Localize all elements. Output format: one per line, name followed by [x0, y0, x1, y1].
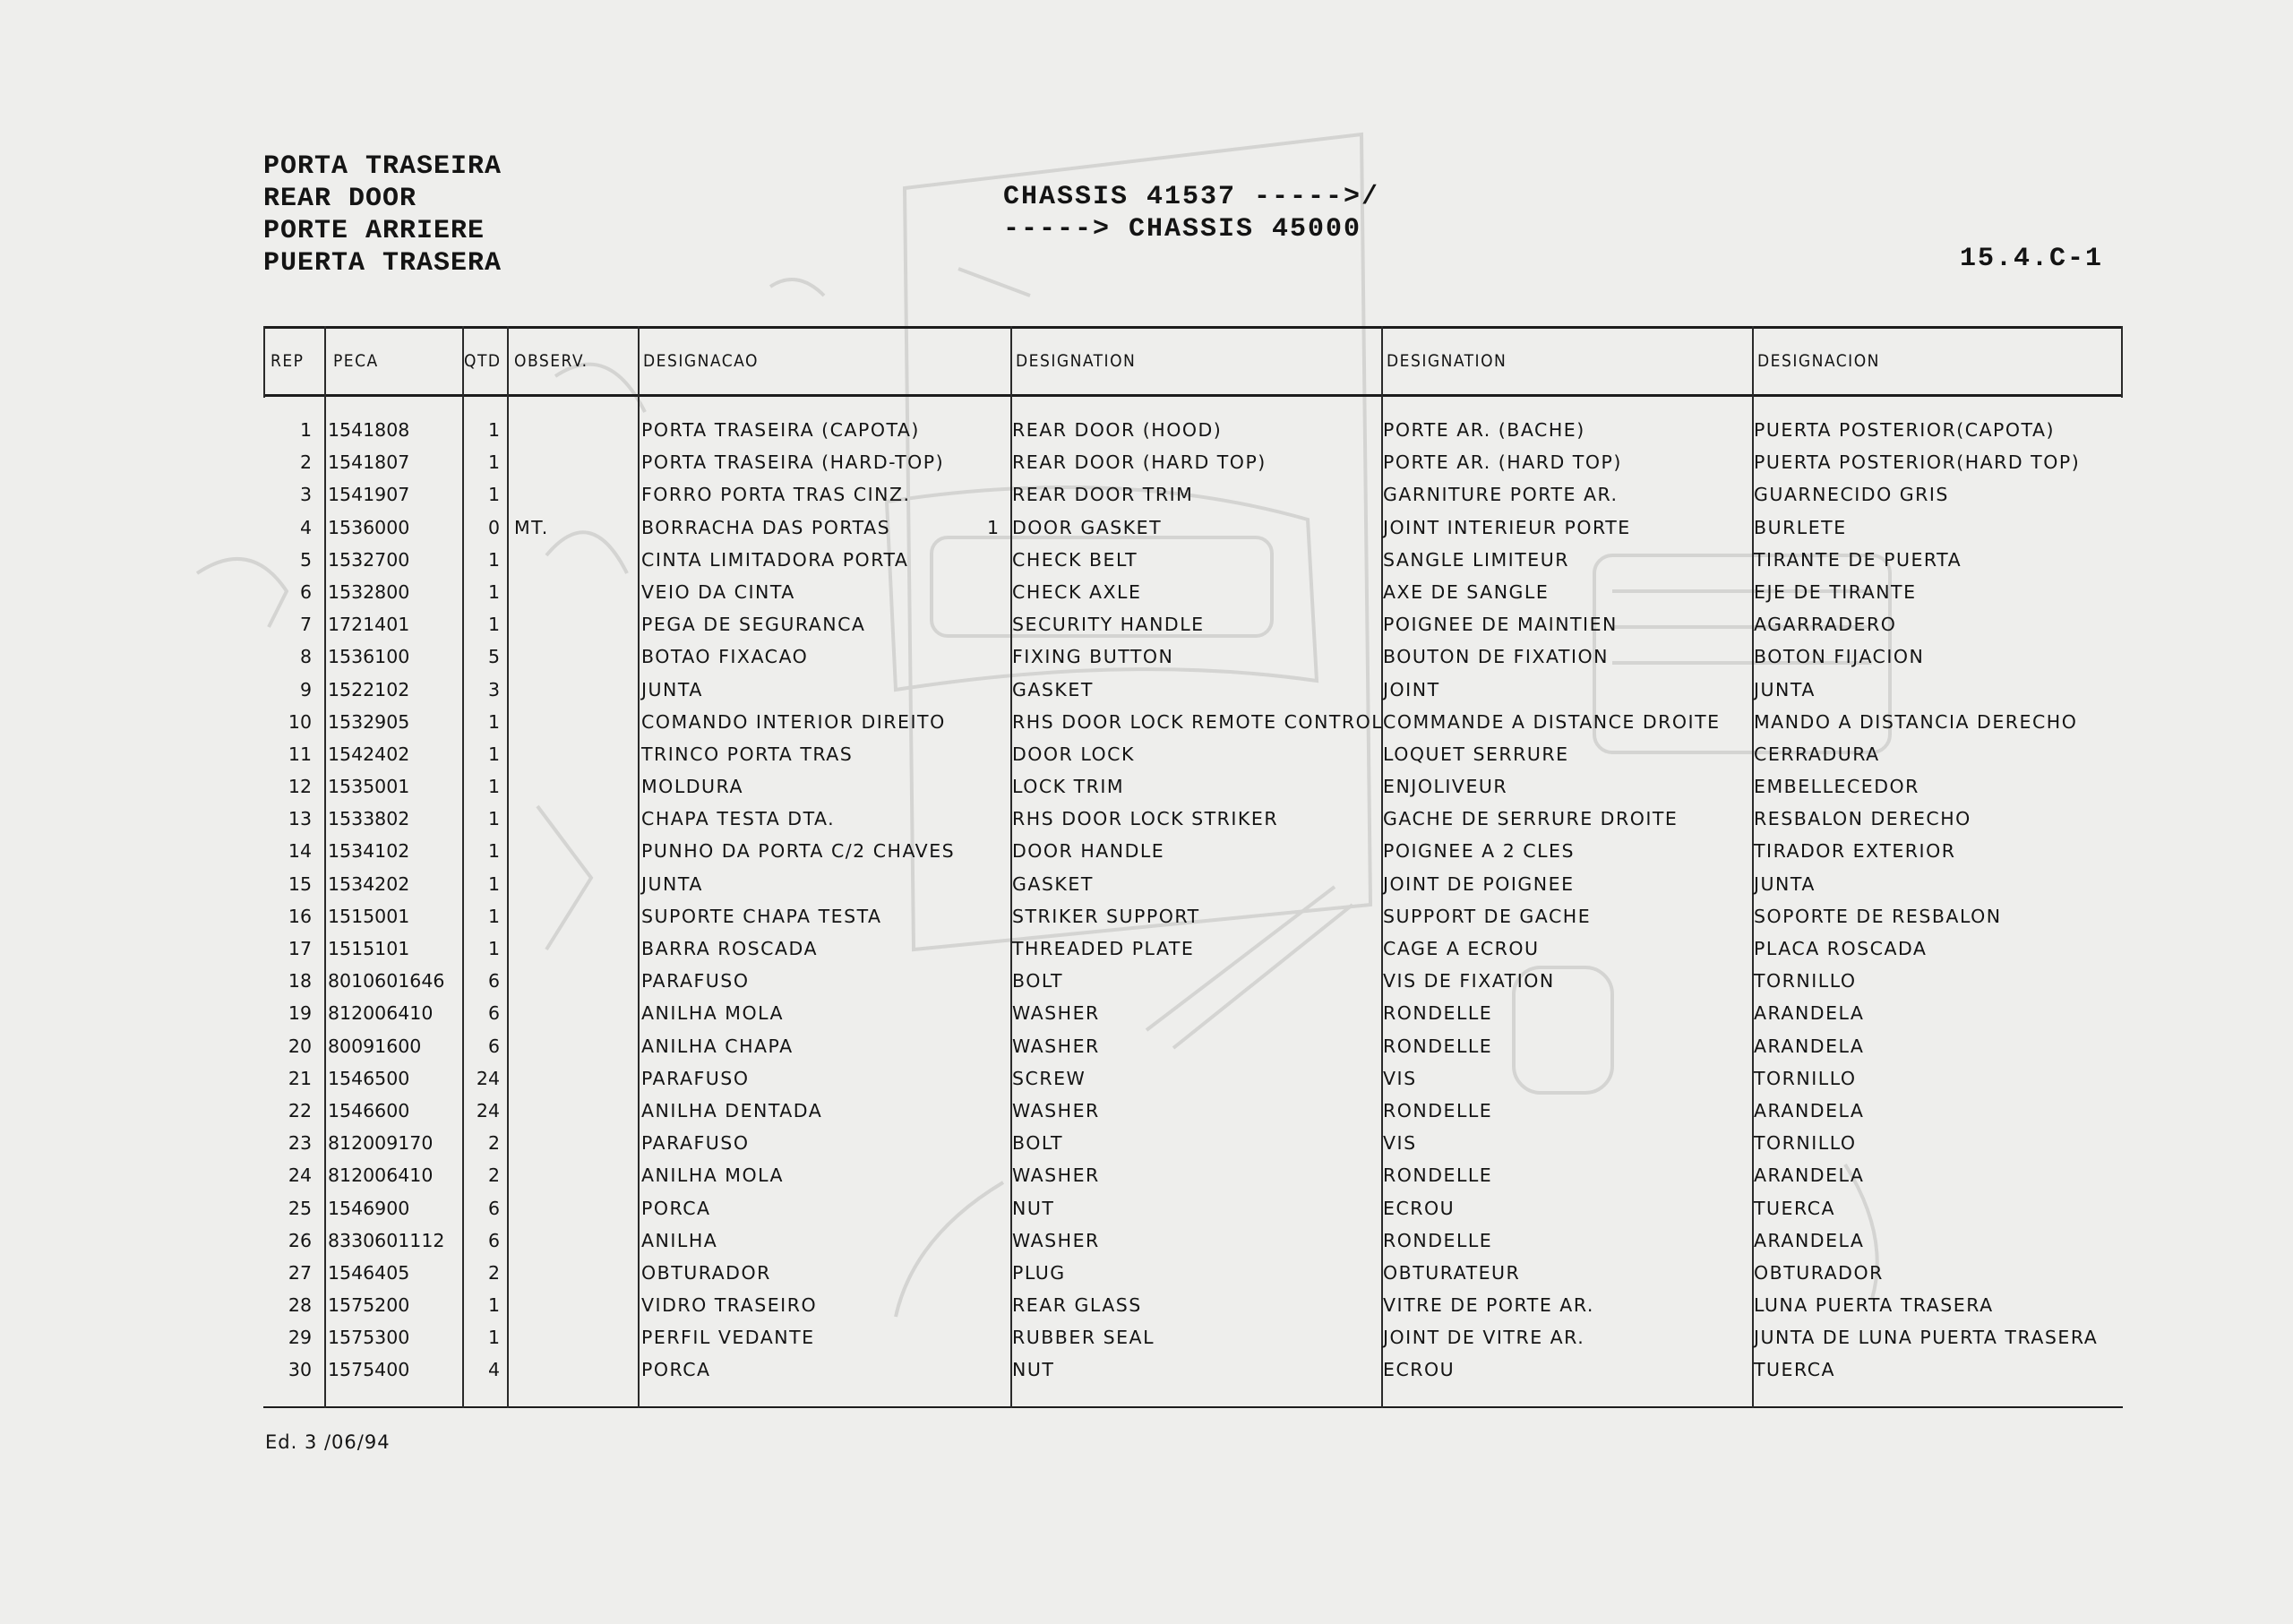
row-quantity: 1	[487, 548, 500, 571]
row-designation-en: WASHER	[1012, 1164, 1100, 1187]
row-designation-es: JUNTA	[1754, 872, 1816, 895]
chassis-to: -----> CHASSIS 45000	[1003, 214, 1362, 245]
row-quantity: 6	[487, 1035, 500, 1057]
row-designation-fr: VIS	[1383, 1067, 1417, 1089]
parts-table	[263, 326, 2123, 1410]
row-rep: 3	[299, 484, 312, 506]
row-designation-pt: PERFIL VEDANTE	[641, 1327, 815, 1349]
row-designation-fr: BOUTON DE FIXATION	[1383, 646, 1609, 668]
row-designation-es: TIRADOR EXTERIOR	[1754, 840, 1956, 863]
row-designation-es: TUERCA	[1754, 1359, 1836, 1381]
title-spanish: PUERTA TRASERA	[263, 248, 502, 279]
row-quantity: 2	[487, 1261, 500, 1284]
row-rep: 13	[288, 808, 312, 830]
row-designation-pt: PARAFUSO	[641, 1132, 750, 1155]
row-part-number: 1575300	[328, 1327, 410, 1349]
row-designation-en: PLUG	[1012, 1261, 1066, 1284]
table-row	[263, 416, 2123, 448]
row-part-number: 812006410	[328, 1002, 434, 1025]
row-designation-fr: GARNITURE PORTE AR.	[1383, 484, 1619, 506]
row-designation-pt: OBTURADOR	[641, 1261, 771, 1284]
row-designation-es: JUNTA	[1754, 678, 1816, 700]
row-designation-en: NUT	[1012, 1359, 1055, 1381]
column-header-designation-fr: DESIGNATION	[1387, 351, 1507, 371]
column-header-designacao: DESIGNACAO	[643, 351, 759, 371]
row-quantity: 1	[487, 905, 500, 927]
row-part-number: 1532905	[328, 710, 410, 733]
row-designation-fr: PORTE AR. (BACHE)	[1383, 419, 1585, 441]
row-designation-es: TORNILLO	[1754, 970, 1857, 992]
row-designation-en: BOLT	[1012, 1132, 1063, 1155]
row-designation-es: ARANDELA	[1754, 1164, 1865, 1187]
row-part-number: 1515001	[328, 905, 410, 927]
chassis-from: CHASSIS 41537 ----->/	[1003, 182, 1380, 212]
row-part-number: 1533802	[328, 808, 410, 830]
header-bottom-rule	[263, 394, 2123, 397]
row-designation-pt: ANILHA DENTADA	[641, 1099, 823, 1121]
row-quantity: 1	[487, 776, 500, 798]
row-designation-es: OBTURADOR	[1754, 1261, 1884, 1284]
row-designation-pt: TRINCO PORTA TRAS	[641, 743, 854, 765]
row-part-number: 1546500	[328, 1067, 410, 1089]
row-designation-fr: SUPPORT DE GACHE	[1383, 905, 1592, 927]
row-rep: 9	[299, 678, 312, 700]
table-row	[263, 772, 2123, 804]
table-row	[263, 1032, 2123, 1064]
table-row	[263, 1323, 2123, 1355]
row-rep: 5	[299, 548, 312, 571]
row-designation-en: RHS DOOR LOCK REMOTE CONTROL	[1012, 710, 1384, 733]
row-quantity: 1	[487, 580, 500, 603]
row-designation-fr: OBTURATEUR	[1383, 1261, 1521, 1284]
table-row	[263, 740, 2123, 772]
row-quantity: 1	[487, 808, 500, 830]
row-designation-pt: FORRO PORTA TRAS CINZ.	[641, 484, 911, 506]
row-rep: 21	[288, 1067, 312, 1089]
row-designation-pt: VIDRO TRASEIRO	[641, 1294, 818, 1317]
row-designation-es: ARANDELA	[1754, 1002, 1865, 1025]
row-designation-es: BURLETE	[1754, 516, 1847, 538]
row-designation-en: REAR DOOR TRIM	[1012, 484, 1194, 506]
row-part-number: 1541807	[328, 451, 410, 474]
title-portuguese: PORTA TRASEIRA	[263, 151, 502, 182]
row-designation-pt: JUNTA	[641, 678, 703, 700]
row-designation-es: TORNILLO	[1754, 1067, 1857, 1089]
row-rep: 7	[299, 614, 312, 636]
row-designation-fr: ENJOLIVEUR	[1383, 776, 1508, 798]
row-designation-en: DOOR LOCK	[1012, 743, 1135, 765]
row-designation-fr: ECROU	[1383, 1197, 1456, 1219]
row-designation-fr: VIS DE FIXATION	[1383, 970, 1555, 992]
row-designation-fr: JOINT DE POIGNEE	[1383, 872, 1575, 895]
row-designation-es: GUARNECIDO GRIS	[1754, 484, 1949, 506]
row-designation-fr: RONDELLE	[1383, 1099, 1493, 1121]
row-part-number: 1546600	[328, 1099, 410, 1121]
row-quantity: 1	[487, 1327, 500, 1349]
row-quantity: 1	[487, 710, 500, 733]
row-designation-pt: JUNTA	[641, 872, 703, 895]
row-quantity: 24	[476, 1067, 500, 1089]
table-row	[263, 480, 2123, 512]
table-top-rule	[263, 326, 2123, 329]
row-part-number: 1536100	[328, 646, 410, 668]
row-designation-es: ARANDELA	[1754, 1035, 1865, 1057]
row-designation-pt: PUNHO DA PORTA C/2 CHAVES	[641, 840, 956, 863]
table-row	[263, 1355, 2123, 1388]
row-quantity: 1	[487, 451, 500, 474]
row-designation-pt: SUPORTE CHAPA TESTA	[641, 905, 882, 927]
column-header-qty: QTD	[464, 351, 502, 371]
row-designation-pt: BARRA ROSCADA	[641, 938, 818, 959]
row-part-number: 1535001	[328, 776, 410, 798]
row-part-number: 1721401	[328, 614, 410, 636]
row-designation-pt: PORTA TRASEIRA (CAPOTA)	[641, 419, 920, 441]
row-quantity: 1	[487, 840, 500, 863]
row-designation-fr: PORTE AR. (HARD TOP)	[1383, 451, 1622, 474]
row-rep: 8	[299, 646, 312, 668]
row-quantity: 1	[487, 743, 500, 765]
row-rep: 18	[288, 970, 312, 992]
row-quantity: 6	[487, 1197, 500, 1219]
row-designation-es: EJE DE TIRANTE	[1754, 580, 1917, 603]
row-rep: 27	[288, 1261, 312, 1284]
table-row	[263, 675, 2123, 708]
row-designation-es: AGARRADERO	[1754, 614, 1897, 636]
table-row	[263, 610, 2123, 642]
row-rep: 12	[288, 776, 312, 798]
table-row	[263, 999, 2123, 1031]
table-row	[263, 546, 2123, 578]
row-designation-fr: VIS	[1383, 1132, 1417, 1155]
row-rep: 1	[299, 419, 312, 441]
row-designation-es: ARANDELA	[1754, 1099, 1865, 1121]
title-english: REAR DOOR	[263, 184, 417, 214]
table-row	[263, 642, 2123, 675]
table-body	[263, 416, 2123, 1388]
row-designation-en: RUBBER SEAL	[1012, 1327, 1155, 1349]
row-rep: 22	[288, 1099, 312, 1121]
row-part-number: 1532800	[328, 580, 410, 603]
row-designation-pt: PEGA DE SEGURANCA	[641, 614, 866, 636]
table-row	[263, 837, 2123, 869]
row-designation-fr: JOINT DE VITRE AR.	[1383, 1327, 1585, 1349]
row-designation-pt: BORRACHA DAS PORTAS	[641, 516, 891, 538]
row-designation-en: CHECK AXLE	[1012, 580, 1142, 603]
row-part-number: 1522102	[328, 678, 410, 700]
row-designation-fr: JOINT INTERIEUR PORTE	[1383, 516, 1631, 538]
row-designation-fr: POIGNEE DE MAINTIEN	[1383, 614, 1618, 636]
row-rep: 29	[288, 1327, 312, 1349]
row-rep: 17	[288, 938, 312, 959]
row-rep: 30	[288, 1359, 312, 1381]
table-row	[263, 1129, 2123, 1161]
column-header-designation-en: DESIGNATION	[1016, 351, 1137, 371]
row-designation-pt: PORCA	[641, 1197, 711, 1219]
row-designation-es: PUERTA POSTERIOR(CAPOTA)	[1754, 419, 2055, 441]
col-divider	[2121, 326, 2123, 398]
row-designation-en: REAR DOOR (HOOD)	[1012, 419, 1223, 441]
row-designation-es: CERRADURA	[1754, 743, 1880, 765]
row-designation-es: TUERCA	[1754, 1197, 1836, 1219]
row-designation-fr: CAGE A ECROU	[1383, 938, 1540, 959]
row-quantity: 6	[487, 1229, 500, 1251]
row-observation: MT.	[514, 516, 549, 538]
row-designation-es: PLACA ROSCADA	[1754, 938, 1928, 959]
row-designation-pt-extra: 1	[987, 516, 1001, 538]
row-quantity: 1	[487, 872, 500, 895]
row-designation-en: WASHER	[1012, 1229, 1100, 1251]
row-designation-en: SECURITY HANDLE	[1012, 614, 1205, 636]
row-part-number: 812009170	[328, 1132, 434, 1155]
table-row	[263, 934, 2123, 967]
row-designation-en: NUT	[1012, 1197, 1055, 1219]
row-designation-pt: VEIO DA CINTA	[641, 580, 795, 603]
row-designation-en: RHS DOOR LOCK STRIKER	[1012, 808, 1279, 830]
row-designation-es: RESBALON DERECHO	[1754, 808, 1971, 830]
row-part-number: 1534102	[328, 840, 410, 863]
table-row	[263, 1291, 2123, 1323]
row-designation-pt: PORCA	[641, 1359, 711, 1381]
row-designation-en: FIXING BUTTON	[1012, 646, 1174, 668]
table-row	[263, 578, 2123, 610]
row-part-number: 1532700	[328, 548, 410, 571]
page-reference: 15.4.C-1	[1960, 244, 2104, 274]
row-quantity: 2	[487, 1164, 500, 1187]
row-designation-fr: GACHE DE SERRURE DROITE	[1383, 808, 1679, 830]
row-designation-es: BOTON FIJACION	[1754, 646, 1925, 668]
row-rep: 26	[288, 1229, 312, 1251]
row-designation-es: JUNTA DE LUNA PUERTA TRASERA	[1754, 1327, 2099, 1349]
row-part-number: 1575200	[328, 1294, 410, 1317]
row-designation-pt: PARAFUSO	[641, 1067, 750, 1089]
row-part-number: 8330601112	[328, 1229, 445, 1251]
row-part-number: 1575400	[328, 1359, 410, 1381]
row-part-number: 1546900	[328, 1197, 410, 1219]
row-designation-es: ARANDELA	[1754, 1229, 1865, 1251]
row-designation-en: LOCK TRIM	[1012, 776, 1125, 798]
row-part-number: 1534202	[328, 872, 410, 895]
row-quantity: 4	[487, 1359, 500, 1381]
table-row	[263, 1064, 2123, 1096]
edition-date: Ed. 3 /06/94	[265, 1431, 391, 1453]
table-row	[263, 1096, 2123, 1129]
row-designation-pt: ANILHA MOLA	[641, 1164, 785, 1187]
row-designation-pt: ANILHA CHAPA	[641, 1035, 794, 1057]
row-rep: 23	[288, 1132, 312, 1155]
row-designation-es: EMBELLECEDOR	[1754, 776, 1919, 798]
row-rep: 14	[288, 840, 312, 863]
table-row	[263, 1226, 2123, 1259]
row-designation-fr: ECROU	[1383, 1359, 1456, 1381]
row-designation-fr: COMMANDE A DISTANCE DROITE	[1383, 710, 1721, 733]
row-quantity: 6	[487, 1002, 500, 1025]
row-designation-en: SCREW	[1012, 1067, 1086, 1089]
row-part-number: 1515101	[328, 938, 410, 959]
row-quantity: 1	[487, 419, 500, 441]
row-quantity: 1	[487, 1294, 500, 1317]
row-rep: 11	[288, 743, 312, 765]
row-rep: 16	[288, 905, 312, 927]
row-designation-en: WASHER	[1012, 1099, 1100, 1121]
row-designation-es: TIRANTE DE PUERTA	[1754, 548, 1962, 571]
table-bottom-rule	[263, 1406, 2123, 1408]
row-quantity: 6	[487, 970, 500, 992]
row-rep: 2	[299, 451, 312, 474]
row-designation-es: TORNILLO	[1754, 1132, 1857, 1155]
row-rep: 28	[288, 1294, 312, 1317]
chassis-range	[1003, 181, 1379, 245]
row-quantity: 5	[487, 646, 500, 668]
row-rep: 25	[288, 1197, 312, 1219]
column-header-rep: REP	[271, 351, 305, 371]
row-designation-en: DOOR GASKET	[1012, 516, 1163, 538]
title-block	[263, 150, 502, 279]
row-quantity: 3	[487, 678, 500, 700]
row-designation-es: PUERTA POSTERIOR(HARD TOP)	[1754, 451, 2081, 474]
row-quantity: 24	[476, 1099, 500, 1121]
row-quantity: 1	[487, 614, 500, 636]
row-designation-fr: VITRE DE PORTE AR.	[1383, 1294, 1594, 1317]
row-designation-es: LUNA PUERTA TRASERA	[1754, 1294, 1994, 1317]
row-designation-en: CHECK BELT	[1012, 548, 1138, 571]
row-designation-es: MANDO A DISTANCIA DERECHO	[1754, 710, 2078, 733]
row-designation-en: WASHER	[1012, 1002, 1100, 1025]
column-header-peca: PECA	[333, 351, 379, 371]
table-row	[263, 902, 2123, 934]
table-row	[263, 513, 2123, 546]
row-designation-en: REAR GLASS	[1012, 1294, 1142, 1317]
row-designation-en: REAR DOOR (HARD TOP)	[1012, 451, 1267, 474]
row-designation-en: WASHER	[1012, 1035, 1100, 1057]
row-part-number: 8010601646	[328, 970, 445, 992]
table-row	[263, 870, 2123, 902]
row-designation-fr: SANGLE LIMITEUR	[1383, 548, 1569, 571]
row-part-number: 1546405	[328, 1261, 410, 1284]
table-row	[263, 448, 2123, 480]
row-designation-pt: MOLDURA	[641, 776, 743, 798]
row-designation-fr: AXE DE SANGLE	[1383, 580, 1550, 603]
row-designation-pt: CHAPA TESTA DTA.	[641, 808, 836, 830]
column-header-designacion: DESIGNACION	[1757, 351, 1880, 371]
table-row	[263, 967, 2123, 999]
row-part-number: 1542402	[328, 743, 410, 765]
row-rep: 10	[288, 710, 312, 733]
row-quantity: 1	[487, 484, 500, 506]
row-quantity: 0	[487, 516, 500, 538]
table-row	[263, 1259, 2123, 1291]
row-designation-fr: POIGNEE A 2 CLES	[1383, 840, 1575, 863]
row-designation-pt: PARAFUSO	[641, 970, 750, 992]
row-designation-fr: LOQUET SERRURE	[1383, 743, 1569, 765]
row-rep: 19	[288, 1002, 312, 1025]
row-designation-pt: COMANDO INTERIOR DIREITO	[641, 710, 946, 733]
row-designation-en: BOLT	[1012, 970, 1063, 992]
row-quantity: 1	[487, 938, 500, 959]
row-designation-en: THREADED PLATE	[1012, 938, 1195, 959]
row-rep: 15	[288, 872, 312, 895]
row-part-number: 1541808	[328, 419, 410, 441]
table-row	[263, 708, 2123, 740]
row-rep: 4	[299, 516, 312, 538]
row-rep: 20	[288, 1035, 312, 1057]
table-row	[263, 1161, 2123, 1193]
row-part-number: 1541907	[328, 484, 410, 506]
row-part-number: 80091600	[328, 1035, 422, 1057]
row-designation-fr: RONDELLE	[1383, 1229, 1493, 1251]
row-designation-es: SOPORTE DE RESBALON	[1754, 905, 2002, 927]
row-designation-en: DOOR HANDLE	[1012, 840, 1165, 863]
row-designation-en: GASKET	[1012, 872, 1094, 895]
row-designation-pt: BOTAO FIXACAO	[641, 646, 809, 668]
row-quantity: 2	[487, 1132, 500, 1155]
column-header-observ: OBSERV.	[514, 351, 588, 371]
row-designation-fr: RONDELLE	[1383, 1035, 1493, 1057]
title-french: PORTE ARRIERE	[263, 216, 485, 246]
row-part-number: 1536000	[328, 516, 410, 538]
table-row	[263, 804, 2123, 837]
row-designation-pt: ANILHA	[641, 1229, 718, 1251]
row-designation-en: GASKET	[1012, 678, 1094, 700]
row-designation-pt: CINTA LIMITADORA PORTA	[641, 548, 909, 571]
row-designation-en: STRIKER SUPPORT	[1012, 905, 1200, 927]
row-designation-fr: RONDELLE	[1383, 1164, 1493, 1187]
row-designation-fr: RONDELLE	[1383, 1002, 1493, 1025]
row-designation-pt: PORTA TRASEIRA (HARD-TOP)	[641, 451, 945, 474]
table-row	[263, 1194, 2123, 1226]
row-part-number: 812006410	[328, 1164, 434, 1187]
row-designation-fr: JOINT	[1383, 678, 1440, 700]
row-rep: 6	[299, 580, 312, 603]
col-divider	[263, 326, 265, 398]
row-rep: 24	[288, 1164, 312, 1187]
row-designation-pt: ANILHA MOLA	[641, 1002, 785, 1025]
